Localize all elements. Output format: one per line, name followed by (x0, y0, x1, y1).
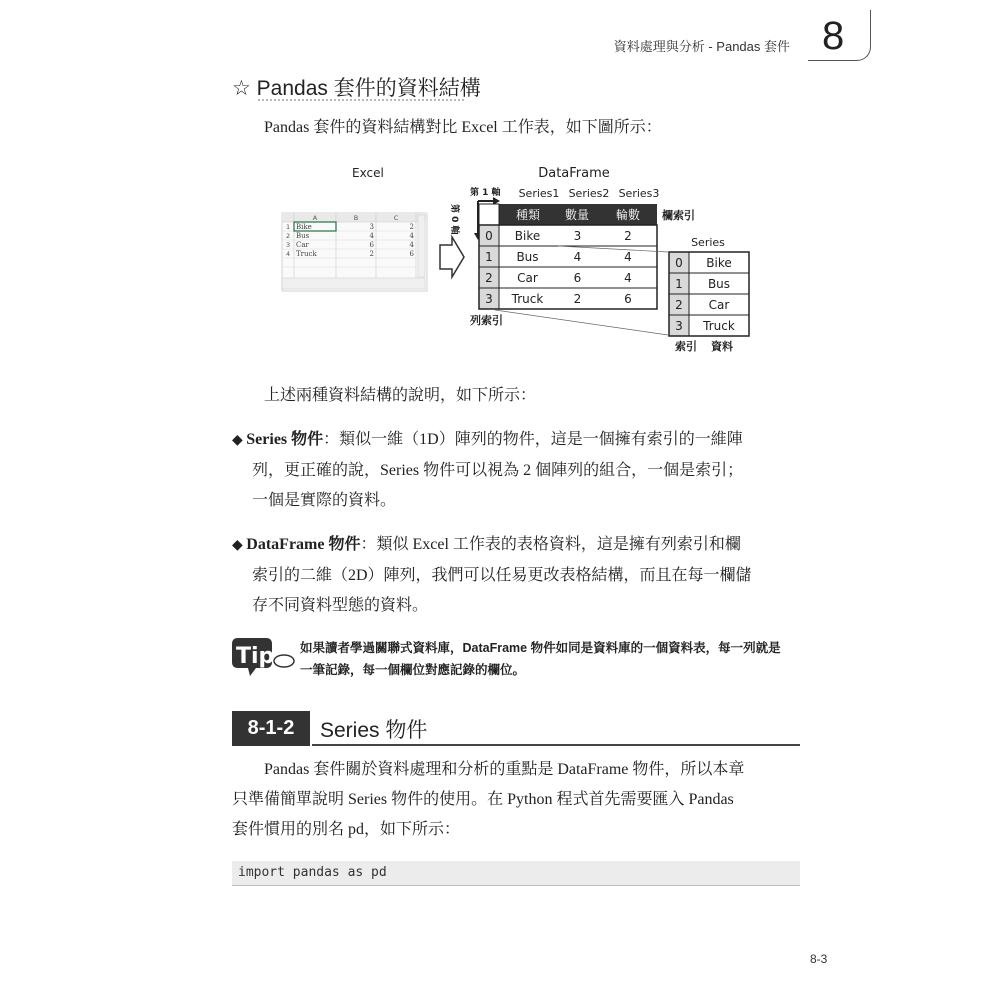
running-header: 資料處理與分析 - Pandas 套件 (613, 39, 790, 54)
excel-cell: Bike (296, 223, 312, 231)
series-value: Car (708, 298, 730, 312)
excel-row-number: 4 (286, 250, 291, 258)
excel-cell: 4 (369, 232, 374, 240)
excel-cell: 6 (369, 241, 374, 249)
intro-paragraph: Pandas 套件的資料結構對比 Excel 工作表，如下圖所示： (264, 119, 662, 136)
row-index-label: 列索引 (470, 314, 503, 327)
cell-qty: 4 (573, 250, 582, 264)
excel-row-number: 2 (286, 232, 291, 240)
bullet-dataframe-label: DataFrame 物件 (246, 536, 361, 553)
cell-qty: 2 (573, 292, 582, 306)
series-label: Series (691, 236, 725, 249)
title-underline (258, 99, 464, 101)
column-header: 種類 (515, 208, 541, 222)
row-index: 0 (485, 229, 493, 243)
series-header: Series3 (618, 187, 660, 200)
excel-thumbnail (282, 213, 427, 291)
body-line-3: 套件慣用的別名 pd，如下所示： (232, 821, 461, 838)
page-number: 8-3 (810, 952, 828, 966)
excel-cell: 2 (409, 223, 414, 231)
excel-cell: Car (296, 241, 309, 249)
row-index: 2 (485, 271, 493, 285)
body-line-1: Pandas 套件關於資料處理和分析的重點是 DataFrame 物件，所以本章 (264, 761, 745, 778)
excel-cell: 2 (369, 250, 374, 258)
series-index: 3 (675, 319, 683, 333)
excel-col-header: B (353, 214, 359, 222)
explain-intro: 上述兩種資料結構的說明，如下所示： (264, 387, 537, 404)
section-title (232, 72, 481, 102)
bullet-dataframe-line-3: 存不同資料型態的資料。 (252, 597, 429, 614)
series-data-label: 資料 (711, 340, 733, 353)
cell-wheels: 4 (624, 271, 632, 285)
bullet-dataframe-line-2: 索引的二維（2D）陣列，我們可以任易更改表格結構，而且在每一欄儲 (252, 567, 752, 584)
cell-wheels: 4 (624, 250, 632, 264)
arrow-right-icon (440, 237, 464, 277)
tip-badge-text: Tip (236, 644, 275, 669)
bullet-series-label: Series 物件 (246, 431, 324, 448)
series-header: Series2 (568, 187, 610, 200)
speech-bubble-icon (274, 655, 294, 667)
star-icon: ☆ (232, 77, 251, 100)
series-index-label: 索引 (675, 340, 697, 353)
excel-dataframe-diagram (270, 160, 770, 360)
subsection-number: 8-1-2 (232, 711, 310, 746)
bullet-series-line-3: 一個是實際的資料。 (252, 492, 397, 509)
series-index: 2 (675, 298, 683, 312)
series-header: Series1 (518, 187, 560, 200)
axis1-label: 第 1 軸 (470, 188, 501, 198)
tip-badge (230, 636, 298, 678)
section-title-text: Pandas 套件的資料結構 (256, 77, 481, 100)
body-line-2: 只準備簡單說明 Series 物件的使用。在 Python 程式首先需要匯入 Pandas (232, 791, 734, 808)
excel-col-header: C (393, 214, 399, 222)
cell-wheels: 2 (624, 229, 632, 243)
body-paragraph (232, 755, 812, 845)
excel-cell: 6 (409, 250, 414, 258)
bullet-series-line-1: ：類似一維（1D）陣列的物件，這是一個擁有索引的一維陣 (323, 431, 743, 448)
series-value: Bus (707, 277, 731, 291)
excel-cell: 4 (409, 232, 414, 240)
row-index: 1 (485, 250, 493, 264)
row-index: 3 (485, 292, 493, 306)
excel-cell: Bus (296, 232, 310, 240)
column-header: 輪數 (615, 208, 641, 222)
tip-line-1: 如果讀者學過關聯式資料庫，DataFrame 物件如同是資料庫的一個資料表，每一列就是 (300, 641, 781, 655)
cell-type: Truck (511, 292, 544, 306)
cell-type: Bus (516, 250, 539, 264)
cell-qty: 6 (573, 271, 582, 285)
cell-qty: 3 (573, 229, 582, 243)
cell-type: Bike (514, 229, 541, 243)
excel-row-number: 3 (286, 241, 291, 249)
excel-row-number: 1 (286, 223, 291, 231)
dataframe-label: DataFrame (538, 166, 610, 181)
excel-cell: 3 (369, 223, 374, 231)
bullet-series (232, 425, 812, 516)
excel-col-header: A (312, 214, 318, 222)
subsection-rule (312, 744, 800, 746)
series-value: Bike (706, 256, 732, 270)
code-line: import pandas as pd (238, 865, 387, 880)
excel-label: Excel (352, 166, 384, 180)
bullet-series-line-2: 列，更正確的說，Series 物件可以視為 2 個陣列的組合，一個是索引； (252, 462, 744, 479)
series-value: Truck (703, 319, 735, 333)
excel-cell: Truck (296, 250, 317, 258)
diamond-icon: ◆ (232, 433, 247, 448)
series-index: 1 (675, 277, 683, 291)
series-index: 0 (675, 256, 683, 270)
column-index-label: 欄索引 (662, 209, 695, 222)
diamond-icon: ◆ (232, 538, 247, 553)
bullet-dataframe (232, 530, 812, 621)
chapter-number: 8 (822, 14, 845, 58)
cell-type: Car (517, 271, 538, 285)
subsection-title: Series 物件 (320, 719, 428, 742)
excel-cell: 4 (409, 241, 414, 249)
bullet-dataframe-line-1: ：類似 Excel 工作表的表格資料，這是擁有列索引和欄 (360, 536, 741, 553)
tip-text (300, 637, 810, 681)
axis0-label: 第 0 軸 (449, 204, 459, 235)
cell-wheels: 6 (624, 292, 632, 306)
column-header: 數量 (564, 208, 590, 222)
tip-line-2: 一筆記錄，每一個欄位對應記錄的欄位。 (300, 663, 526, 677)
